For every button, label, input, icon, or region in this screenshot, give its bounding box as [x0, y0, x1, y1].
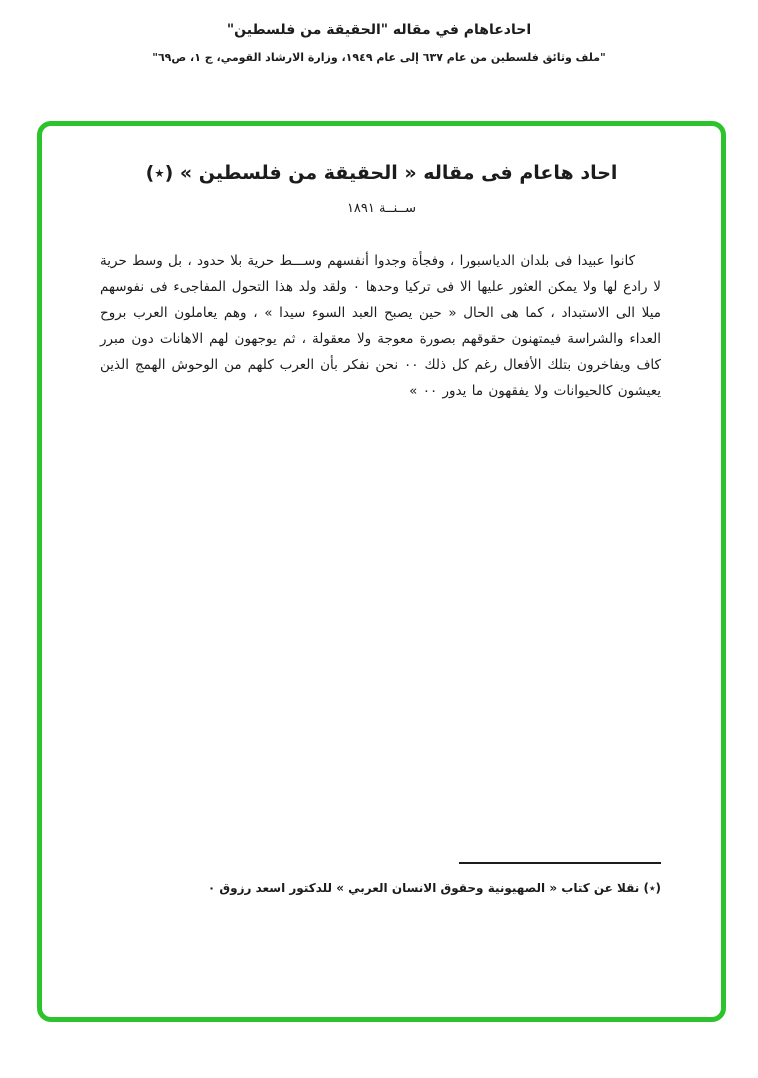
document-footnote: (٭) نقلا عن كتاب « الصهيونية وحقوق الانسان العربي » للدكتور اسعد رزوق ٠ — [207, 881, 661, 895]
page-header — [0, 22, 758, 64]
document-title: احاد هاعام فى مقاله « الحقيقة من فلسطين » (٭) — [145, 162, 618, 184]
footnote-separator — [459, 862, 661, 864]
document-date: ســنــة ١٨٩١ — [346, 201, 417, 216]
header-title: احادعاهام في مقاله "الحقيقة من فلسطين" — [226, 22, 532, 38]
header-source-citation: "ملف وثائق فلسطين من عام ٦٣٧ إلى عام ١٩٤٩، وزارة الارشاد القومي، ج ١، ص٦٩" — [152, 51, 606, 64]
document-body-paragraph: كانوا عبيدا فى بلدان الدياسبورا ، وفجأة وجدوا أنفسهم وســـط حرية بلا حدود ، بل وسط حرية لا رادع لها ولا يمكن العثور عليها الا فى تركيا وحدها ٠ ولقد ولد هذا التحول المفاجىء فى نفوسهم ميلا الى الاستبداد ، كما هى الحال « حين يصبح العبد السوء سيدا » ، وهم يعاملون العرب بروح العداء والشراسة فيمتهنون حقوقهم بصورة معوجة ولا معقولة ، ثم يوجهون لهم الاهانات دون مبرر كاف ويفاخرون بتلك الأفعال رغم كل ذلك ٠٠ نحن نفكر بأن العرب كلهم من الوحوش الهمج الذين يعيشون كالحيوانات ولا يفقهون ما يدور ٠٠ » — [100, 253, 661, 399]
document-frame — [37, 121, 726, 1022]
